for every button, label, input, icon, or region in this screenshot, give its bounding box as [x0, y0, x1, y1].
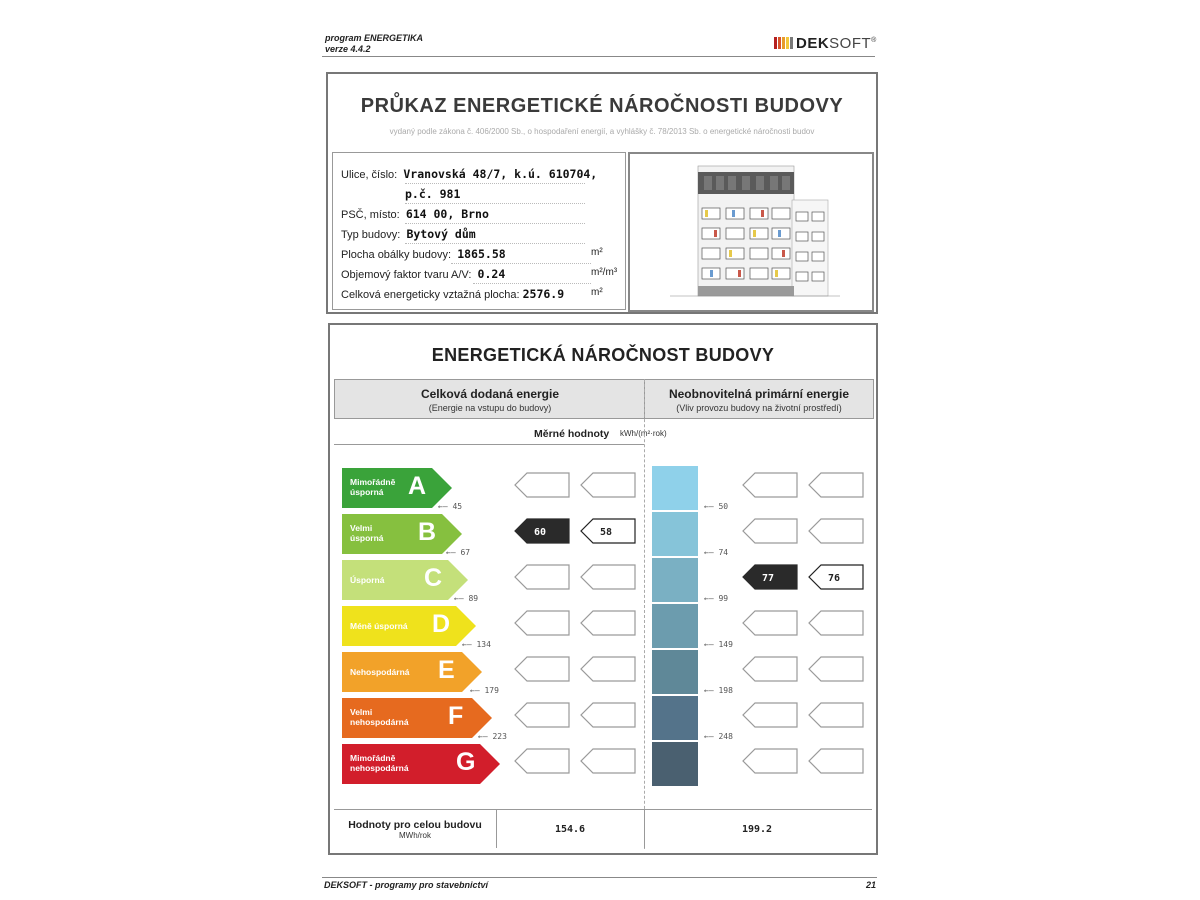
- delivered-empty-slot: [514, 702, 570, 728]
- factor-unit: m²/m³: [591, 267, 618, 278]
- delivered-threshold-value: 45: [452, 502, 463, 511]
- delivered-reference-marker: [580, 518, 636, 544]
- primary-threshold-value: 50: [718, 502, 729, 511]
- class-label-group: [342, 514, 462, 554]
- primary-empty-slot: [808, 518, 864, 544]
- delivered-empty-slot: [514, 656, 570, 682]
- class-label-line1: Nehospodárná: [350, 667, 410, 677]
- area-unit: m²: [591, 247, 603, 258]
- deksoft-logo: [774, 34, 877, 52]
- floor-area-unit: m²: [591, 287, 603, 298]
- totals-primary-cell: [644, 810, 870, 848]
- class-letter: A: [408, 472, 427, 500]
- logo-bars: [774, 37, 793, 49]
- energy-rating-panel: [328, 323, 878, 855]
- class-label-group: [342, 560, 468, 600]
- whole-building-totals: [334, 809, 872, 848]
- primary-empty-slot: [742, 748, 798, 774]
- delivered-empty-slot: [514, 748, 570, 774]
- class-letter: E: [438, 656, 455, 684]
- delivered-threshold: ←— 134: [462, 640, 491, 649]
- primary-threshold: ←— 99: [704, 594, 729, 603]
- primary-threshold-value: 99: [718, 594, 729, 603]
- floor-area-label: Celková energeticky vztažná plocha:: [341, 289, 520, 301]
- factor-value: 0.24: [477, 267, 506, 281]
- type-value: Bytový dům: [406, 227, 476, 241]
- primary-scale-band: [652, 466, 698, 510]
- class-label-line2: nehospodárná: [350, 763, 409, 773]
- primary-reference-marker-text: 76: [828, 573, 841, 584]
- delivered-empty-slot: [580, 564, 636, 590]
- totals-label-cell: [334, 810, 497, 848]
- class-label-group: [342, 652, 482, 692]
- certificate-title: PRŮKAZ ENERGETICKÉ NÁROČNOSTI BUDOVY: [360, 95, 844, 117]
- city-value: 614 00, Brno: [405, 207, 489, 221]
- program-name: program ENERGETIKA: [325, 33, 424, 43]
- delivered-threshold-value: 223: [492, 732, 507, 741]
- class-label-group: [342, 744, 500, 784]
- primary-scale-band: [652, 650, 698, 694]
- certificate-subtitle: vydaný podle zákona č. 406/2000 Sb., o hospodaření energií, a vyhlášky č. 78/2013 Sb. o energetické náročnosti budov: [389, 127, 815, 136]
- primary-threshold: ←— 74: [704, 548, 729, 557]
- class-label-group: [342, 698, 492, 738]
- primary-scale-band: [652, 696, 698, 740]
- delivered-reference-marker-text: 58: [600, 527, 613, 538]
- delivered-current-marker: [514, 518, 570, 544]
- class-letter: D: [432, 610, 451, 638]
- delivered-empty-slot: [580, 748, 636, 774]
- primary-threshold-value: 149: [718, 640, 733, 649]
- area-label: Plocha obálky budovy:: [341, 249, 452, 261]
- delivered-empty-slot: [580, 472, 636, 498]
- primary-scale-band: [652, 604, 698, 648]
- class-label-group: [342, 606, 476, 646]
- primary-threshold-value: 74: [718, 548, 729, 557]
- totals-delivered-value: 154.6: [554, 824, 586, 835]
- delivered-current-marker-text: 60: [534, 527, 547, 538]
- totals-label: Hodnoty pro celou budovu: [348, 819, 482, 831]
- logo-bar: [786, 37, 789, 49]
- street-value: Vranovská 48/7, k.ú. 610704,: [403, 167, 598, 181]
- primary-current-marker-text: 77: [762, 573, 775, 584]
- class-label: [350, 667, 410, 677]
- delivered-threshold-value: 89: [468, 594, 479, 603]
- totals-primary-value: 199.2: [741, 824, 773, 835]
- primary-empty-slot: [808, 748, 864, 774]
- delivered-threshold: ←— 223: [478, 732, 507, 741]
- logo-bar: [790, 37, 793, 49]
- delivered-threshold-value: 67: [460, 548, 471, 557]
- class-label-line1: Méně úsporná: [350, 621, 408, 631]
- class-label-line1: Mimořádně: [350, 753, 396, 763]
- class-label: [350, 621, 408, 631]
- primary-current-marker: [742, 564, 798, 590]
- primary-scale-band: [652, 742, 698, 786]
- building-illustration: [630, 154, 872, 310]
- primary-empty-slot: [742, 518, 798, 544]
- primary-empty-slot: [742, 610, 798, 636]
- class-label-line2: úsporná: [350, 487, 384, 497]
- primary-empty-slot: [808, 610, 864, 636]
- class-letter: C: [424, 564, 443, 592]
- class-label-line1: Úsporná: [350, 575, 385, 585]
- class-label: [350, 575, 384, 585]
- class-letter: B: [418, 518, 437, 546]
- primary-energy-title: Neobnovitelná primární energie: [668, 387, 850, 401]
- primary-scale-band: [652, 512, 698, 556]
- area-value: 1865.58: [457, 247, 506, 261]
- type-label: Typ budovy:: [341, 229, 401, 241]
- specific-values-unit: kWh/(m²·rok): [620, 429, 667, 438]
- delivered-empty-slot: [580, 610, 636, 636]
- class-label-line1: Velmi: [350, 523, 373, 533]
- rating-scale: [330, 325, 876, 853]
- primary-empty-slot: [808, 656, 864, 682]
- class-letter: G: [456, 748, 476, 776]
- delivered-empty-slot: [580, 656, 636, 682]
- delivered-threshold: ←— 45: [438, 502, 463, 511]
- logo-bar: [778, 37, 781, 49]
- page-number: 21: [866, 880, 877, 890]
- logo-light: SOFT: [829, 34, 872, 52]
- class-label-line1: Mimořádně: [350, 477, 396, 487]
- totals-unit: MWh/rok: [399, 831, 431, 840]
- building-photo: [628, 152, 874, 312]
- specific-values-label: Měrné hodnoty: [534, 428, 610, 440]
- footer-text: DEKSOFT - programy pro stavebnictví: [324, 880, 489, 890]
- parcel-value: p.č. 981: [405, 187, 461, 201]
- building-info-table: [332, 152, 626, 310]
- rating-title: ENERGETICKÁ NÁROČNOST BUDOVY: [431, 345, 775, 365]
- primary-energy-subtitle: (Vliv provozu budovy na životní prostředí): [676, 403, 842, 413]
- program-header: [325, 33, 423, 55]
- primary-scale-band: [652, 558, 698, 602]
- floor-area-value: 2576.9: [522, 287, 565, 301]
- certificate-panel: [326, 72, 878, 314]
- logo-mark: ®: [871, 36, 877, 44]
- delivered-threshold-value: 179: [484, 686, 499, 695]
- primary-threshold: ←— 149: [704, 640, 733, 649]
- delivered-energy-title: Celková dodaná energie: [420, 387, 560, 401]
- primary-threshold-value: 198: [718, 686, 733, 695]
- primary-empty-slot: [742, 656, 798, 682]
- logo-bold: DEK: [796, 34, 830, 52]
- class-label: [350, 477, 395, 497]
- primary-threshold: ←— 198: [704, 686, 733, 695]
- class-label: [350, 523, 384, 543]
- logo-bar: [774, 37, 777, 49]
- primary-threshold: ←— 50: [704, 502, 729, 511]
- class-label: [350, 753, 409, 773]
- program-version: verze 4.4.2: [325, 44, 371, 54]
- totals-delivered-cell: [496, 810, 645, 848]
- class-letter: F: [448, 702, 464, 730]
- class-label-line2: nehospodárná: [350, 717, 409, 727]
- footer-divider: [322, 877, 877, 878]
- primary-empty-slot: [808, 702, 864, 728]
- primary-reference-marker: [808, 564, 864, 590]
- header-divider: [322, 56, 875, 57]
- primary-empty-slot: [808, 472, 864, 498]
- primary-threshold-value: 248: [718, 732, 733, 741]
- delivered-empty-slot: [514, 564, 570, 590]
- factor-label: Objemový faktor tvaru A/V:: [341, 269, 472, 281]
- delivered-threshold: ←— 67: [446, 548, 471, 557]
- primary-empty-slot: [742, 702, 798, 728]
- primary-threshold: ←— 248: [704, 732, 733, 741]
- delivered-energy-subtitle: (Energie na vstupu do budovy): [428, 403, 552, 413]
- delivered-empty-slot: [514, 610, 570, 636]
- class-label-line1: Velmi: [350, 707, 373, 717]
- delivered-threshold-value: 134: [476, 640, 491, 649]
- city-label: PSČ, místo:: [341, 209, 400, 221]
- logo-bar: [782, 37, 785, 49]
- class-label: [350, 707, 409, 727]
- delivered-empty-slot: [514, 472, 570, 498]
- delivered-threshold: ←— 179: [470, 686, 499, 695]
- delivered-threshold: ←— 89: [454, 594, 479, 603]
- class-label-line2: úsporná: [350, 533, 384, 543]
- primary-empty-slot: [742, 472, 798, 498]
- street-label: Ulice, číslo:: [341, 169, 398, 181]
- delivered-empty-slot: [580, 702, 636, 728]
- class-label-group: [342, 468, 452, 508]
